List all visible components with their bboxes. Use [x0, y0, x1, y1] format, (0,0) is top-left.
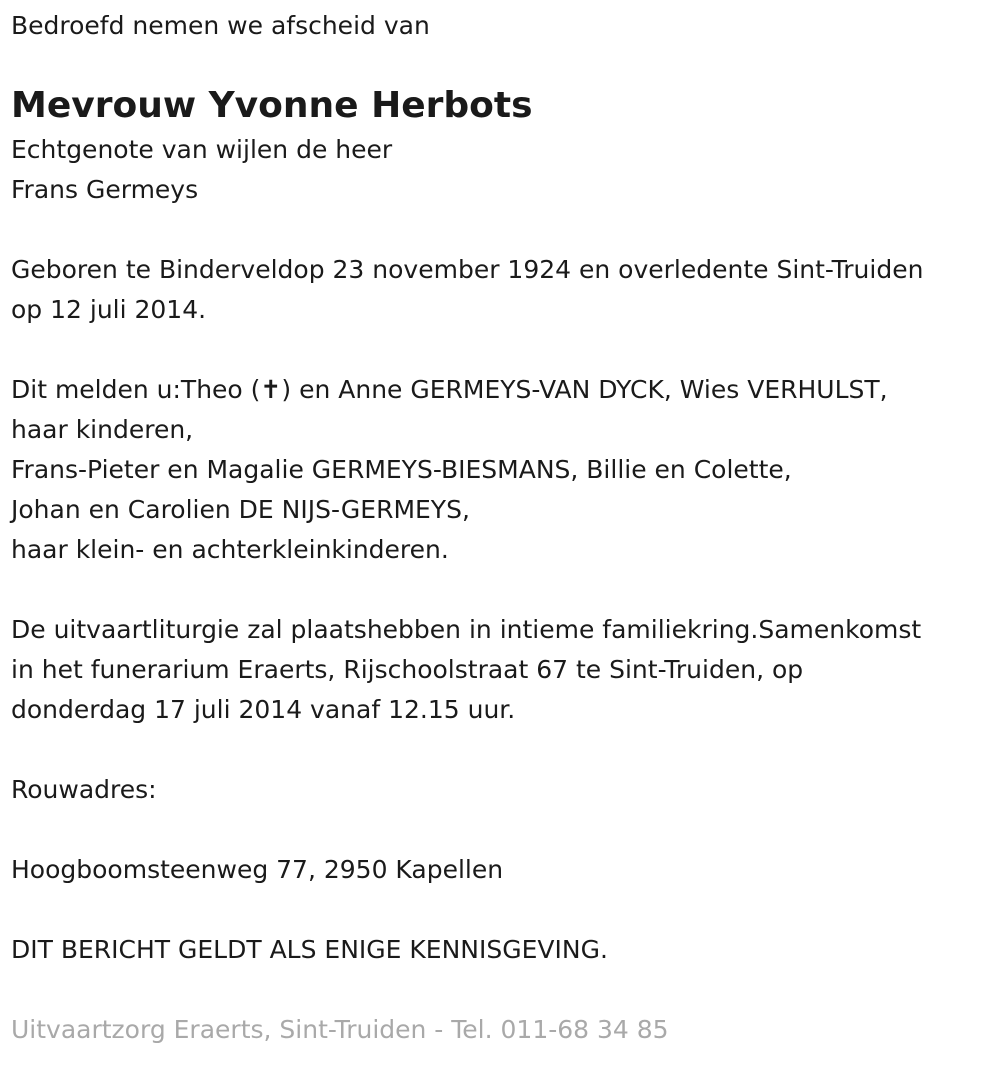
address-label: Rouwadres:: [11, 775, 157, 804]
relation-line-1: Echtgenote van wijlen de heer: [11, 135, 393, 164]
spacer: [11, 970, 985, 1010]
family-line-3: Frans-Pieter en Magalie GERMEYS-BIESMANS, Billie en Colette,: [11, 455, 792, 484]
dates-line-2: op 12 juli 2014.: [11, 295, 207, 324]
spacer: [11, 330, 985, 370]
deceased-name: Mevrouw Yvonne Herbots: [11, 85, 533, 126]
funeral-home-footer: Uitvaartzorg Eraerts, Sint-Truiden - Tel. 011-68 34 85: [11, 1015, 669, 1044]
funeral-line-3: donderdag 17 juli 2014 vanaf 12.15 uur.: [11, 695, 516, 724]
funeral-line-1: De uitvaartliturgie zal plaatshebben in intieme familiekring.Samenkomst: [11, 615, 922, 644]
spacer: [11, 570, 985, 610]
relation-line-2: Frans Germeys: [11, 175, 199, 204]
spacer: [11, 730, 985, 770]
family-line-2: haar kinderen,: [11, 415, 194, 444]
spacer: [11, 810, 985, 850]
family-line-5: haar klein- en achterkleinkinderen.: [11, 535, 449, 564]
spacer: [11, 210, 985, 250]
spacer: [11, 890, 985, 930]
dates-line-1: Geboren te Binderveldop 23 november 1924 en overledente Sint-Truiden: [11, 255, 924, 284]
family-line-1: Dit melden u:Theo (✝) en Anne GERMEYS-VAN DYCK, Wies VERHULST,: [11, 375, 888, 404]
closing-statement: DIT BERICHT GELDT ALS ENIGE KENNISGEVING.: [11, 935, 608, 964]
address-value: Hoogboomsteenweg 77, 2950 Kapellen: [11, 855, 504, 884]
funeral-line-2: in het funerarium Eraerts, Rijschoolstraat 67 te Sint-Truiden, op: [11, 655, 804, 684]
family-line-4: Johan en Carolien DE NIJS-GERMEYS,: [11, 495, 470, 524]
intro-text: Bedroefd nemen we afscheid van: [11, 11, 430, 40]
